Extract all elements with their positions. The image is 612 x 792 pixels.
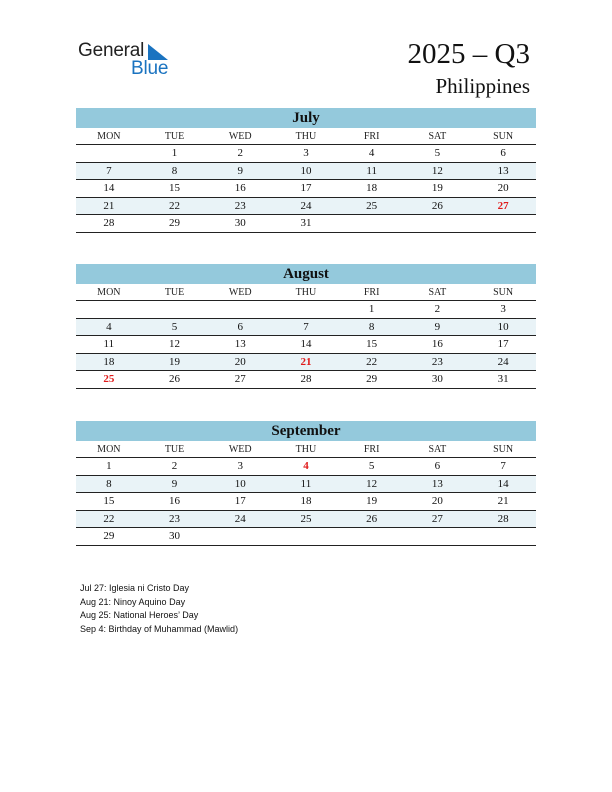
weekday-label: THU — [273, 441, 339, 458]
day-cell: 6 — [470, 145, 536, 163]
day-cell: 15 — [339, 336, 405, 354]
day-cell: 16 — [405, 336, 471, 354]
empty-day-cell — [207, 528, 273, 546]
day-cell: 29 — [142, 215, 208, 233]
empty-day-cell — [470, 215, 536, 233]
week-row — [76, 475, 536, 493]
holiday-notes — [80, 582, 238, 636]
day-cell: 11 — [273, 475, 339, 493]
day-cell: 13 — [207, 336, 273, 354]
day-cell: 17 — [470, 336, 536, 354]
day-cell: 23 — [142, 510, 208, 528]
week-row — [76, 215, 536, 233]
holiday-day-cell: 4 — [273, 458, 339, 476]
day-cell: 16 — [207, 180, 273, 198]
day-cell: 2 — [142, 458, 208, 476]
day-cell: 3 — [273, 145, 339, 163]
day-cell: 12 — [142, 336, 208, 354]
weekday-label: WED — [207, 128, 273, 145]
day-cell: 3 — [207, 458, 273, 476]
country-subtitle: Philippines — [435, 74, 530, 98]
weekday-header-row — [76, 128, 536, 145]
day-cell: 5 — [339, 458, 405, 476]
month-grid — [76, 284, 536, 389]
day-cell: 24 — [470, 353, 536, 371]
weekday-label: THU — [273, 284, 339, 301]
day-cell: 12 — [339, 475, 405, 493]
day-cell: 18 — [339, 180, 405, 198]
weekday-header-row — [76, 441, 536, 458]
weekday-label: SUN — [470, 284, 536, 301]
day-cell: 19 — [142, 353, 208, 371]
week-row — [76, 162, 536, 180]
weekday-label: SUN — [470, 441, 536, 458]
day-cell: 5 — [405, 145, 471, 163]
day-cell: 17 — [273, 180, 339, 198]
holiday-day-cell: 27 — [470, 197, 536, 215]
day-cell: 14 — [470, 475, 536, 493]
day-cell: 11 — [76, 336, 142, 354]
day-cell: 10 — [470, 318, 536, 336]
day-cell: 14 — [273, 336, 339, 354]
logo-text-general: General — [78, 40, 145, 61]
day-cell: 20 — [470, 180, 536, 198]
weekday-label: TUE — [142, 284, 208, 301]
day-cell: 16 — [142, 493, 208, 511]
day-cell: 15 — [142, 180, 208, 198]
day-cell: 26 — [339, 510, 405, 528]
weekday-label: MON — [76, 441, 142, 458]
weekday-label: WED — [207, 284, 273, 301]
day-cell: 19 — [339, 493, 405, 511]
day-cell: 28 — [470, 510, 536, 528]
day-cell: 1 — [142, 145, 208, 163]
weekday-label: SAT — [405, 284, 471, 301]
logo-text-blue: Blue — [131, 58, 169, 79]
generalblue-logo — [78, 40, 178, 80]
day-cell: 21 — [76, 197, 142, 215]
weekday-label: FRI — [339, 284, 405, 301]
empty-day-cell — [273, 528, 339, 546]
weekday-label: SUN — [470, 128, 536, 145]
day-cell: 4 — [339, 145, 405, 163]
day-cell: 22 — [339, 353, 405, 371]
day-cell: 28 — [273, 371, 339, 389]
empty-day-cell — [470, 528, 536, 546]
empty-day-cell — [405, 215, 471, 233]
day-cell: 31 — [470, 371, 536, 389]
day-cell: 29 — [76, 528, 142, 546]
weekday-label: FRI — [339, 441, 405, 458]
day-cell: 24 — [207, 510, 273, 528]
day-cell: 28 — [76, 215, 142, 233]
weekday-label: MON — [76, 284, 142, 301]
empty-day-cell — [339, 528, 405, 546]
week-row — [76, 197, 536, 215]
day-cell: 6 — [207, 318, 273, 336]
day-cell: 2 — [405, 301, 471, 319]
day-cell: 18 — [76, 353, 142, 371]
week-row — [76, 145, 536, 163]
month-calendar-august — [76, 264, 536, 389]
day-cell: 2 — [207, 145, 273, 163]
empty-day-cell — [339, 215, 405, 233]
weekday-label: SAT — [405, 128, 471, 145]
week-row — [76, 493, 536, 511]
empty-day-cell — [142, 301, 208, 319]
day-cell: 30 — [142, 528, 208, 546]
day-cell: 7 — [273, 318, 339, 336]
weekday-label: SAT — [405, 441, 471, 458]
weekday-label: TUE — [142, 128, 208, 145]
day-cell: 21 — [470, 493, 536, 511]
day-cell: 13 — [470, 162, 536, 180]
day-cell: 6 — [405, 458, 471, 476]
month-title: August — [76, 264, 536, 284]
day-cell: 24 — [273, 197, 339, 215]
weekday-header-row — [76, 284, 536, 301]
holiday-day-cell: 25 — [76, 371, 142, 389]
day-cell: 27 — [207, 371, 273, 389]
week-row — [76, 336, 536, 354]
day-cell: 20 — [405, 493, 471, 511]
day-cell: 23 — [405, 353, 471, 371]
day-cell: 9 — [142, 475, 208, 493]
day-cell: 12 — [405, 162, 471, 180]
day-cell: 22 — [142, 197, 208, 215]
month-calendar-september — [76, 421, 536, 546]
month-calendar-july — [76, 108, 536, 233]
day-cell: 11 — [339, 162, 405, 180]
week-row — [76, 371, 536, 389]
day-cell: 8 — [76, 475, 142, 493]
holiday-note: Jul 27: Iglesia ni Cristo Day — [80, 583, 190, 593]
day-cell: 18 — [273, 493, 339, 511]
week-row — [76, 528, 536, 546]
empty-day-cell — [207, 301, 273, 319]
month-grid — [76, 441, 536, 546]
holiday-note: Aug 25: National Heroes’ Day — [80, 610, 199, 620]
day-cell: 30 — [207, 215, 273, 233]
week-row — [76, 180, 536, 198]
day-cell: 26 — [405, 197, 471, 215]
day-cell: 31 — [273, 215, 339, 233]
week-row — [76, 301, 536, 319]
month-grid — [76, 128, 536, 233]
day-cell: 9 — [405, 318, 471, 336]
day-cell: 1 — [76, 458, 142, 476]
week-row — [76, 458, 536, 476]
holiday-note: Sep 4: Birthday of Muhammad (Mawlid) — [80, 623, 239, 634]
empty-day-cell — [405, 528, 471, 546]
empty-day-cell — [76, 301, 142, 319]
month-title: September — [76, 421, 536, 441]
day-cell: 27 — [405, 510, 471, 528]
day-cell: 9 — [207, 162, 273, 180]
day-cell: 10 — [273, 162, 339, 180]
day-cell: 8 — [339, 318, 405, 336]
day-cell: 25 — [339, 197, 405, 215]
day-cell: 20 — [207, 353, 273, 371]
weekday-label: TUE — [142, 441, 208, 458]
day-cell: 30 — [405, 371, 471, 389]
day-cell: 7 — [470, 458, 536, 476]
day-cell: 7 — [76, 162, 142, 180]
day-cell: 14 — [76, 180, 142, 198]
empty-day-cell — [273, 301, 339, 319]
day-cell: 4 — [76, 318, 142, 336]
day-cell: 3 — [470, 301, 536, 319]
day-cell: 5 — [142, 318, 208, 336]
week-row — [76, 353, 536, 371]
holiday-note: Aug 21: Ninoy Aquino Day — [80, 596, 186, 607]
holiday-day-cell: 21 — [273, 353, 339, 371]
day-cell: 22 — [76, 510, 142, 528]
day-cell: 23 — [207, 197, 273, 215]
week-row — [76, 510, 536, 528]
day-cell: 19 — [405, 180, 471, 198]
day-cell: 17 — [207, 493, 273, 511]
weekday-label: FRI — [339, 128, 405, 145]
page-title: 2025 – Q3 — [407, 38, 530, 70]
month-title: July — [76, 108, 536, 128]
week-row — [76, 318, 536, 336]
weekday-label: MON — [76, 128, 142, 145]
day-cell: 13 — [405, 475, 471, 493]
day-cell: 10 — [207, 475, 273, 493]
day-cell: 29 — [339, 371, 405, 389]
day-cell: 15 — [76, 493, 142, 511]
day-cell: 8 — [142, 162, 208, 180]
weekday-label: WED — [207, 441, 273, 458]
empty-day-cell — [76, 145, 142, 163]
day-cell: 25 — [273, 510, 339, 528]
weekday-label: THU — [273, 128, 339, 145]
day-cell: 26 — [142, 371, 208, 389]
day-cell: 1 — [339, 301, 405, 319]
